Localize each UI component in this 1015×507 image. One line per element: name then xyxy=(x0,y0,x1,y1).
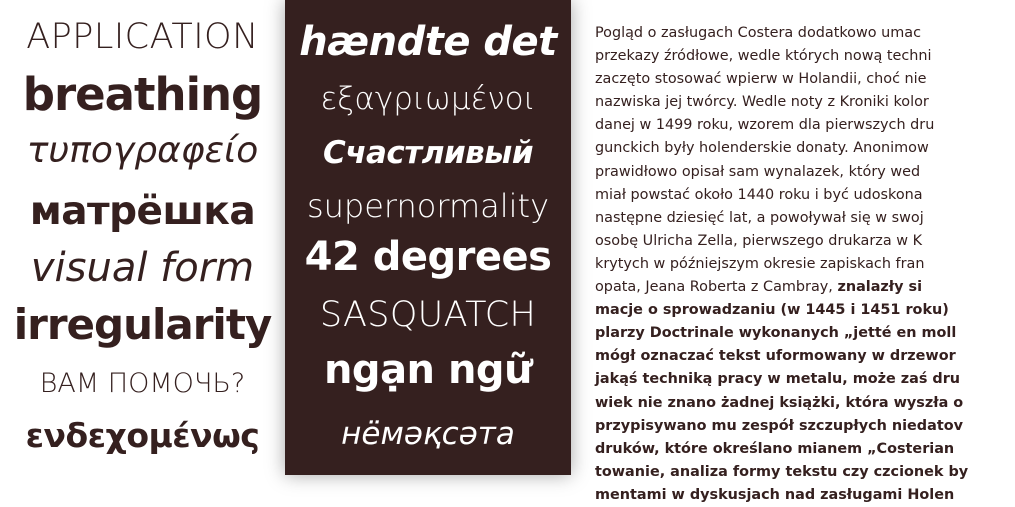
text-line: następne dziesięć lat, a powoływał się w swoj xyxy=(595,209,924,226)
text-line-regular-part: opata, Jeana Roberta z Cambray, xyxy=(595,279,838,296)
text-line: prawidłowo opisał sam wynalazek, który wed xyxy=(595,163,921,180)
right-text-column xyxy=(571,0,969,503)
specimen-word: Счастливый xyxy=(322,135,534,171)
specimen-word: breathing xyxy=(22,68,263,121)
text-line-mixed xyxy=(595,276,1015,299)
specimen-word: visual form xyxy=(30,245,255,291)
specimen-word: APPLICATION xyxy=(26,17,259,57)
text-line: przekazy źródłowe, wedle których nową techni xyxy=(595,48,932,65)
text-line: zaczęto stosować wpierw w Holandii, choć nie xyxy=(595,71,927,88)
body-paragraph xyxy=(595,22,1015,507)
text-line: towanie, analiza formy tekstu czy czcionek by xyxy=(595,463,969,480)
text-line: nazwiska jej twórcy. Wedle noty z Kroniki kolor xyxy=(595,94,929,111)
specimen-word: SASQUATCH xyxy=(319,295,537,335)
specimen-word: ενδεχομένως xyxy=(25,416,260,455)
left-specimen-column xyxy=(0,0,285,475)
specimen-word: hændte det xyxy=(299,19,557,65)
text-line: przypisywano mu zespół szczupłych niedatov xyxy=(595,417,963,434)
specimen-word: матрёшка xyxy=(29,189,256,234)
text-line: wiek nie znano żadnej książki, która wyszła o xyxy=(595,394,964,411)
text-line: mógł oznaczać tekst uformowany w drzewor xyxy=(595,348,956,365)
text-line: miał powstać około 1440 roku i być udoskona xyxy=(595,186,923,203)
text-line: Pogląd o zasługach Costera dodatkowo umac xyxy=(595,25,921,41)
specimen-word: нёмәқсәта xyxy=(341,416,515,452)
specimen-word: 42 degrees xyxy=(304,234,552,280)
text-line: macje o sprowadzaniu (w 1445 i 1451 roku) xyxy=(595,302,949,319)
specimen-word: εξαγριωμένοι xyxy=(320,81,536,117)
text-line: plarzy Doctrinale wykonanych „jetté en moll xyxy=(595,325,957,342)
specimen-word: irregularity xyxy=(13,300,272,349)
text-line: danej w 1499 roku, wzorem dla pierwszych dru xyxy=(595,117,935,134)
specimen-word: τυπογραφείο xyxy=(26,130,259,171)
text-line: mentami w dyskusjach nad zasługami Holen xyxy=(595,486,955,503)
middle-specimen-column xyxy=(285,0,571,475)
text-line: druków, które określano mianem „Costerian xyxy=(595,440,955,457)
specimen-word: supernormality xyxy=(306,187,550,225)
specimen-word: ВАМ ПОМОЧЬ? xyxy=(39,368,246,399)
text-line: krytych w późniejszym okresie zapiskach fran xyxy=(595,255,925,272)
text-line: gunckich były holenderskie donaty. Anonimow xyxy=(595,140,929,157)
text-line: osobę Ulricha Zella, pierwszego drukarza w K xyxy=(595,232,923,249)
text-line-bold-part: znalazły si xyxy=(837,279,923,296)
text-line: jakąś techniką pracy w metalu, może zaś dru xyxy=(595,371,961,388)
specimen-word: ngạn ngữ xyxy=(323,347,533,393)
